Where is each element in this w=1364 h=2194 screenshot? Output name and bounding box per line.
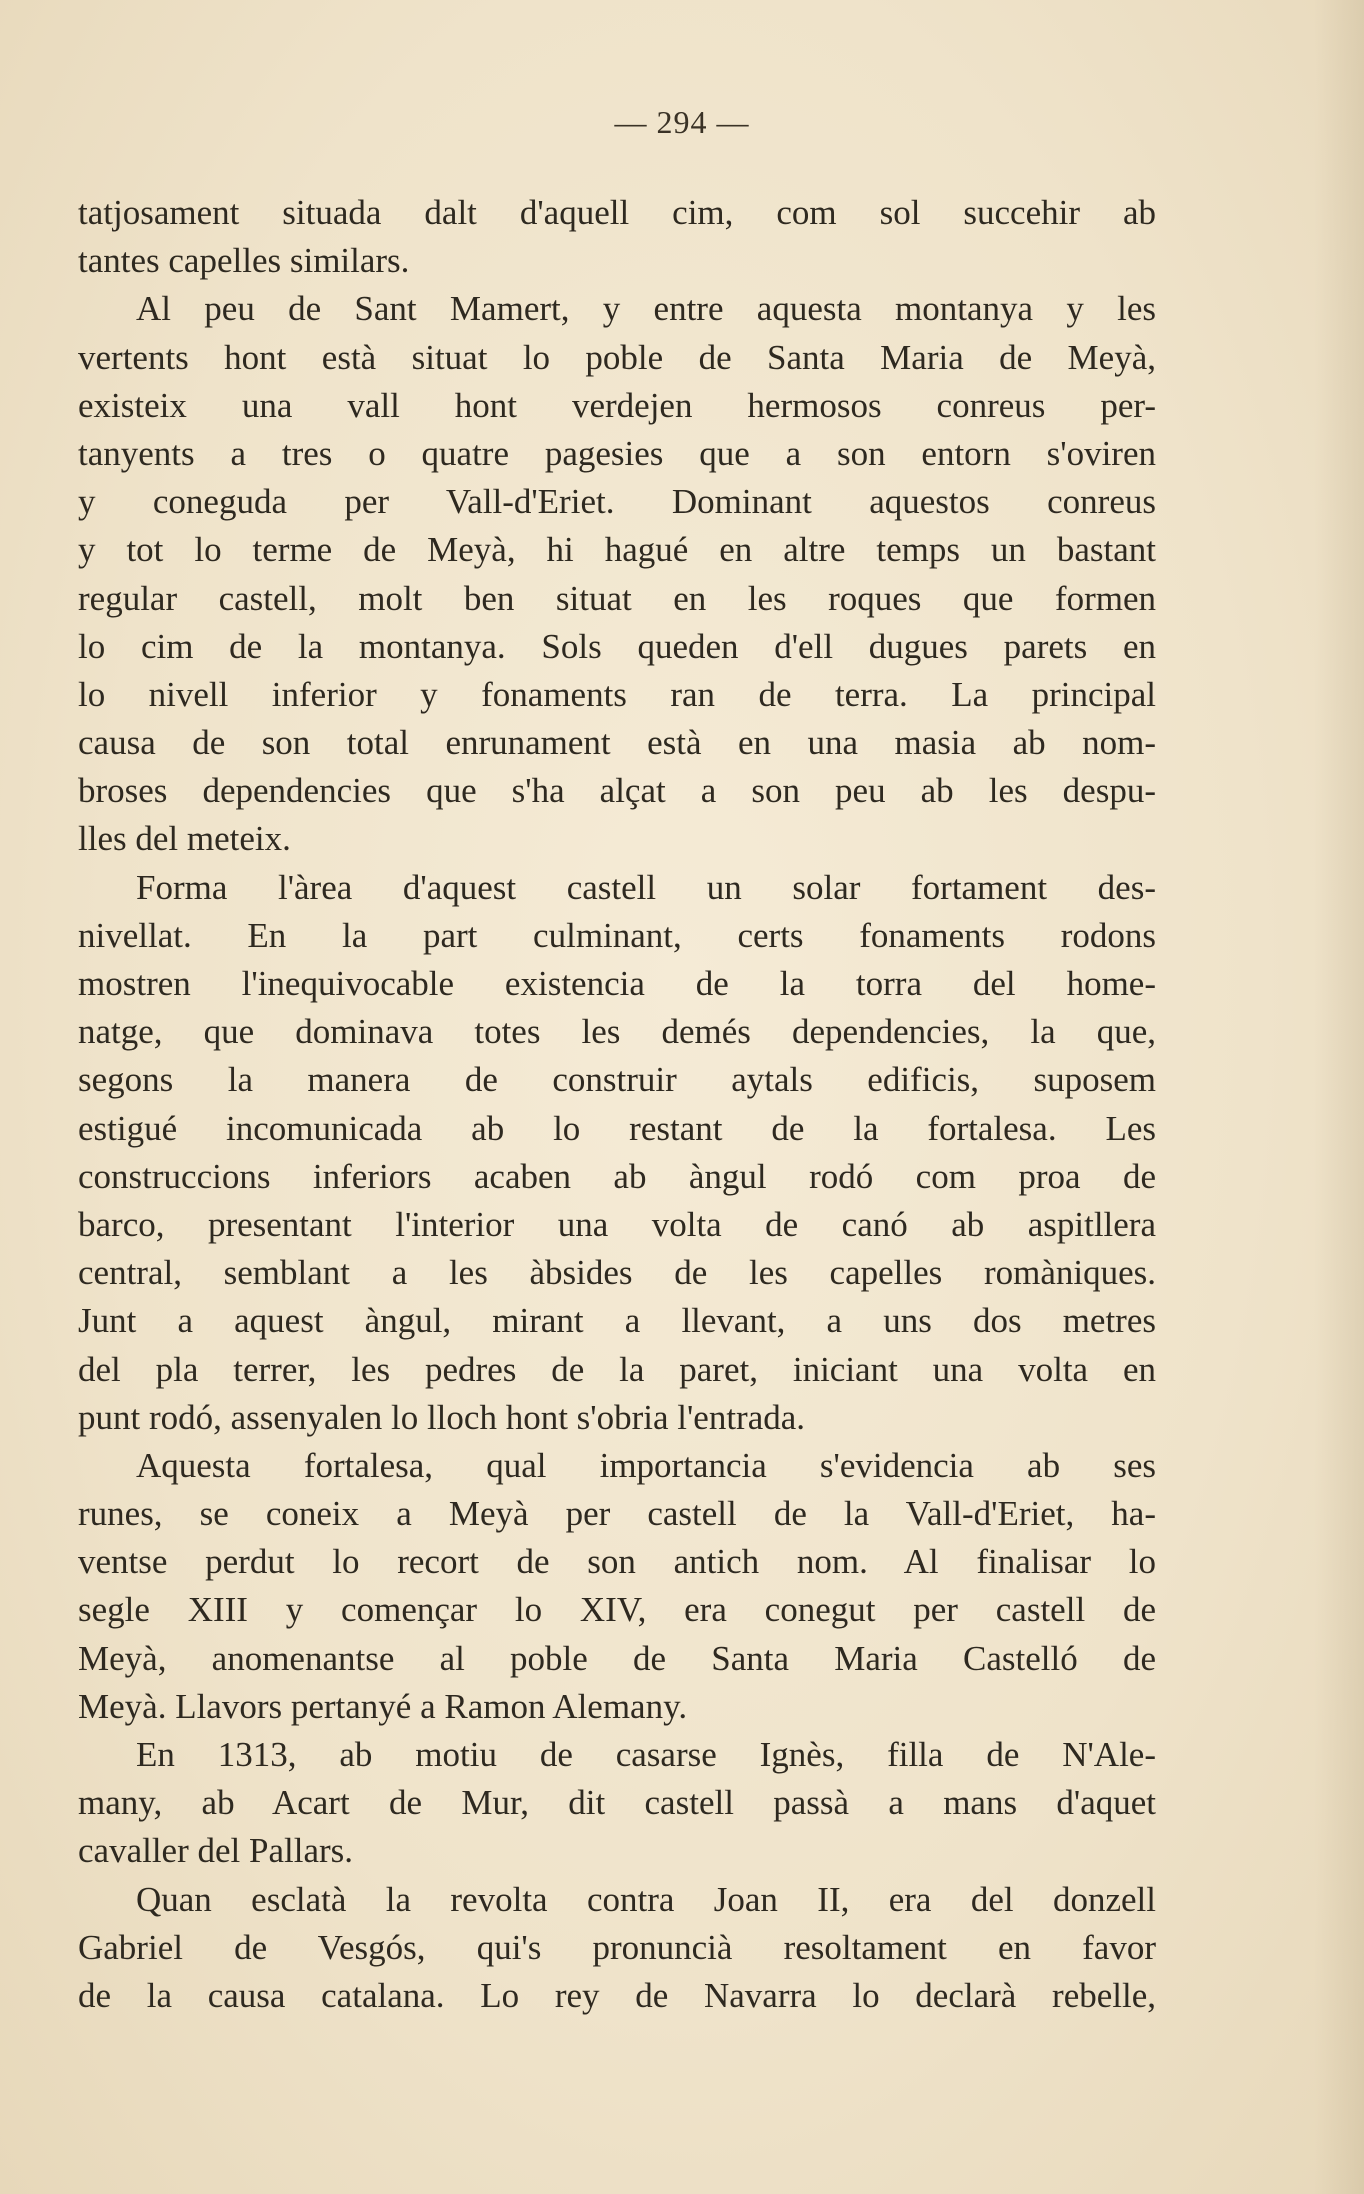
text-line: Meyà, anomenantse al poble de Santa Maria Castelló de — [78, 1638, 1156, 1678]
text-line: mostren l'inequivocable existencia de la torra del home- — [78, 964, 1156, 1003]
text-line: Quan esclatà la revolta contra Joan II, era del donzell — [136, 1879, 1156, 1919]
text-line: lles del meteix. — [78, 819, 291, 859]
text-line: del pla terrer, les pedres de la paret, iniciant una volta en — [78, 1349, 1156, 1389]
text-line: broses dependencies que s'ha alçat a son peu ab les despu- — [78, 771, 1156, 811]
page-number: — 294 — — [614, 104, 750, 140]
text-line: Aquesta fortalesa, qual importancia s'evidencia ab ses — [136, 1445, 1156, 1485]
text-line: natge, que dominava totes les demés dependencies, la que, — [78, 1012, 1156, 1052]
text-line: lo cim de la montanya. Sols queden d'ell dugues parets en — [78, 626, 1156, 666]
text-line: ventse perdut lo recort de son antich nom. Al finalisar lo — [78, 1542, 1156, 1582]
body-text — [78, 189, 1156, 2020]
text-line: y tot lo terme de Meyà, hi hagué en altre temps un bastant — [78, 530, 1156, 570]
text-line: cavaller del Pallars. — [78, 1831, 354, 1871]
text-line: existeix una vall hont verdejen hermosos conreus per- — [78, 385, 1156, 425]
text-line: vertents hont està situat lo poble de Santa Maria de Meyà, — [78, 337, 1156, 377]
text-line: segle XIII y començar lo XIV, era conegut per castell de — [78, 1590, 1156, 1630]
text-line: de la causa catalana. Lo rey de Navarra lo declarà rebelle, — [78, 1975, 1156, 2015]
text-line: lo nivell inferior y fonaments ran de terra. La principal — [78, 674, 1156, 714]
text-line: regular castell, molt ben situat en les roques que formen — [78, 578, 1156, 618]
text-line: segons la manera de construir aytals edificis, suposem — [78, 1060, 1156, 1100]
text-line: runes, se coneix a Meyà per castell de la Vall-d'Eriet, ha- — [78, 1494, 1156, 1534]
text-line: tanyents a tres o quatre pagesies que a son entorn s'oviren — [78, 433, 1156, 473]
text-line: many, ab Acart de Mur, dit castell passà a mans d'aquet — [78, 1783, 1156, 1823]
text-line: estigué incomunicada ab lo restant de la fortalesa. Les — [78, 1108, 1156, 1148]
text-line: Junt a aquest àngul, mirant a llevant, a uns dos metres — [78, 1301, 1156, 1341]
text-line: y coneguda per Vall-d'Eriet. Dominant aquestos conreus — [78, 482, 1156, 522]
text-line: Meyà. Llavors pertanyé a Ramon Alemany. — [78, 1686, 688, 1726]
text-line: barco, presentant l'interior una volta de canó ab aspitllera — [78, 1204, 1156, 1244]
text-line: tantes capelles similars. — [78, 241, 410, 281]
text-line: nivellat. En la part culminant, certs fonaments rodons — [78, 915, 1156, 955]
text-line: tatjosament situada dalt d'aquell cim, com sol succehir ab — [78, 193, 1156, 232]
text-line: Forma l'àrea d'aquest castell un solar fortament des- — [136, 867, 1156, 907]
page-edge-shadow — [1314, 0, 1364, 2194]
text-line: central, semblant a les àbsides de les capelles romàniques. — [78, 1253, 1156, 1293]
text-line: Al peu de Sant Mamert, y entre aquesta montanya y les — [136, 289, 1156, 329]
text-line: causa de son total enrunament està en una masia ab nom- — [78, 723, 1156, 763]
text-line: construccions inferiors acaben ab àngul rodó com proa de — [78, 1156, 1156, 1196]
text-line: En 1313, ab motiu de casarse Ignès, filla de N'Ale- — [136, 1735, 1156, 1774]
text-line: punt rodó, assenyalen lo lloch hont s'obria l'entrada. — [78, 1397, 806, 1437]
text-line: Gabriel de Vesgós, qui's pronuncià resoltament en favor — [78, 1927, 1156, 1967]
